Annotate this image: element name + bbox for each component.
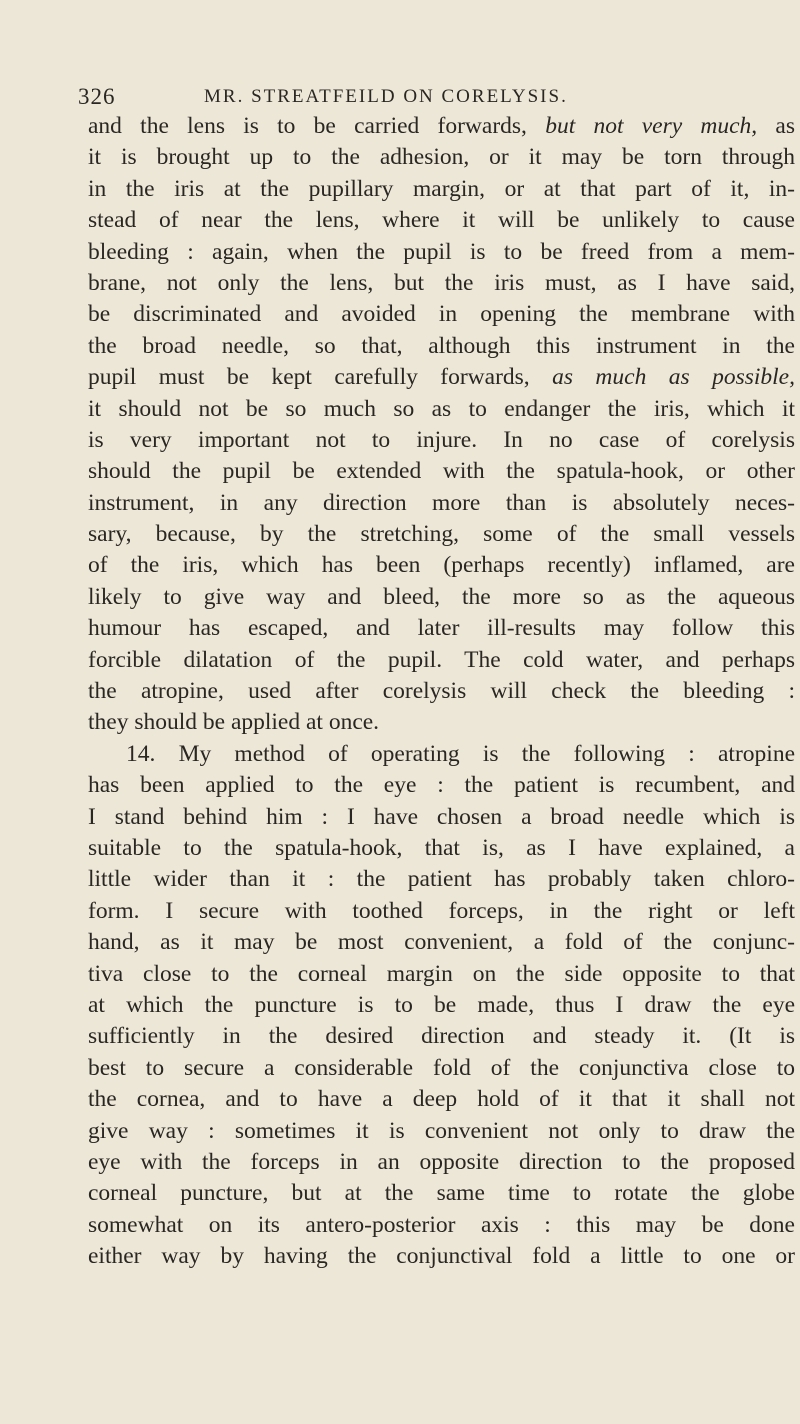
text-line: I stand behind him : I have chosen a broad needle which is: [88, 803, 795, 830]
text-line: has been applied to the eye : the patient is recumbent, and: [88, 772, 795, 799]
text-line: of the iris, which has been (perhaps recently) inflamed, are: [88, 552, 795, 579]
italic-phrase: but not very much,: [545, 113, 758, 139]
text-line: hand, as it may be most convenient, a fold of the conjunc-: [88, 929, 795, 956]
text-line: and the lens is to be carried forwards, but not very much, as: [88, 113, 796, 139]
text-line: forcible dilatation of the pupil. The cold water, and perhaps: [88, 646, 795, 673]
text-line: instrument, in any direction more than is absolutely neces-: [88, 489, 795, 516]
page-number: 326: [78, 84, 116, 109]
text-line: at which the puncture is to be made, thus I draw the eye: [88, 991, 795, 1018]
text-line: form. I secure with toothed forceps, in the right or left: [88, 897, 795, 924]
text-line: should the pupil be extended with the spatula-hook, or other: [88, 458, 795, 485]
text-line: best to secure a considerable fold of the conjunctiva close to: [88, 1054, 795, 1081]
text-line: eye with the forceps in an opposite direction to the proposed: [88, 1148, 795, 1175]
text-line: either way by having the conjunctival fold a little to one or: [88, 1243, 795, 1270]
text-line: sufficiently in the desired direction and steady it. (It is: [88, 1023, 795, 1050]
text-line: humour has escaped, and later ill-results may follow this: [88, 615, 795, 642]
text-line: suitable to the spatula-hook, that is, as I have explained, a: [88, 834, 795, 861]
paragraph-start-line: 14. My method of operating is the following : atropine: [126, 740, 795, 767]
text-line: sary, because, by the stretching, some of the small vessels: [88, 521, 795, 548]
text-line: it is brought up to the adhesion, or it may be torn through: [88, 144, 795, 171]
text-line: it should not be so much so as to endanger the iris, which it: [88, 395, 795, 422]
text-line: the atropine, used after corelysis will check the bleeding :: [88, 678, 795, 705]
text-line: likely to give way and bleed, the more so as the aqueous: [88, 583, 795, 610]
text-line: is very important not to injure. In no case of corelysis: [88, 426, 795, 453]
text-line: the broad needle, so that, although this instrument in the: [88, 332, 795, 359]
text-line: brane, not only the lens, but the iris must, as I have said,: [88, 269, 795, 296]
running-title: MR. STREATFEILD ON CORELYSIS.: [204, 86, 568, 107]
text-line: corneal puncture, but at the same time to rotate the globe: [88, 1180, 795, 1207]
text-line: tiva close to the corneal margin on the side opposite to that: [88, 960, 795, 987]
text-line: be discriminated and avoided in opening the membrane with: [88, 301, 795, 328]
text-line: little wider than it : the patient has probably taken chloro-: [88, 866, 795, 893]
text-line: bleeding : again, when the pupil is to be freed from a mem-: [88, 238, 795, 265]
italic-phrase: as much as possible,: [552, 364, 795, 391]
body-text: [88, 111, 795, 1272]
text-line: stead of near the lens, where it will be unlikely to cause: [88, 207, 795, 234]
text-line: the cornea, and to have a deep hold of it that it shall not: [88, 1086, 795, 1113]
text-line: in the iris at the pupillary margin, or at that part of it, in-: [88, 175, 795, 202]
text-line: they should be applied at once.: [88, 709, 380, 736]
running-head: [78, 84, 758, 114]
text-line: give way : sometimes it is convenient not only to draw the: [88, 1117, 795, 1144]
text-line: somewhat on its antero-posterior axis : this may be done: [88, 1211, 795, 1238]
text-line: pupil must be kept carefully forwards, as much as possible,: [88, 364, 795, 391]
